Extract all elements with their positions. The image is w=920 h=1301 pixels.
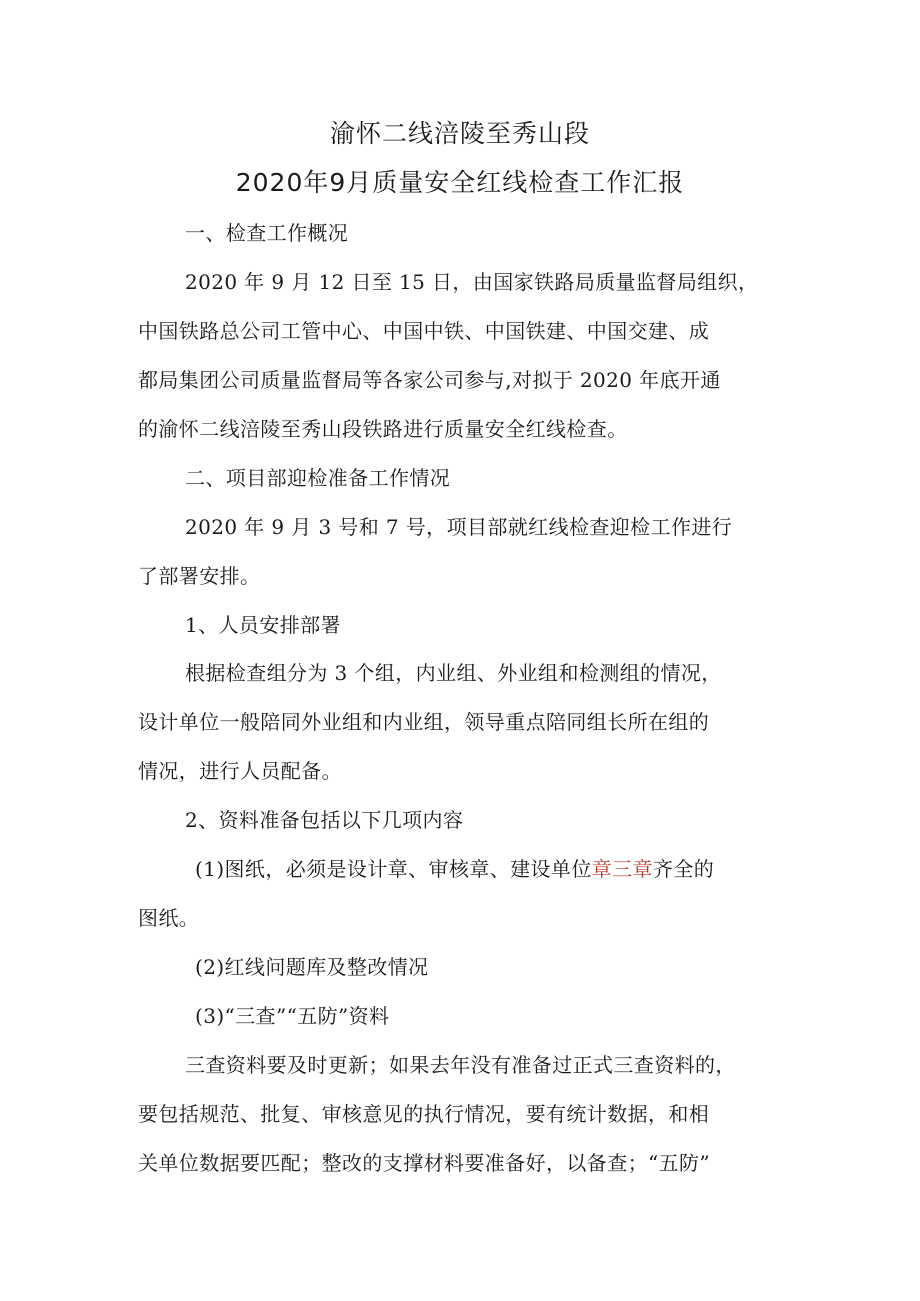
list-item-1-prefix: (1)图纸，必须是设计章、审核章、建设单位 <box>195 857 592 881</box>
section-heading-2: 二、项目部迎检准备工作情况 <box>185 466 451 490</box>
document-title-line-2: 2020年9月质量安全红线检查工作汇报 <box>235 168 685 197</box>
highlighted-text: 章三章 <box>591 857 653 881</box>
paragraph-line: 根据检查组分为 3 个组，内业组、外业组和检测组的情况， <box>185 661 722 685</box>
list-item-1-continuation: 图纸。 <box>138 906 200 930</box>
paragraph-line: 中国铁路总公司工管中心、中国中铁、中国铁建、中国交建、成 <box>138 319 710 343</box>
paragraph-line: 要包括规范、批复、审核意见的执行情况，要有统计数据，和相 <box>138 1102 710 1126</box>
paragraph-line: 三查资料要及时更新；如果去年没有准备过正式三查资料的， <box>185 1053 736 1077</box>
list-item-1 <box>195 853 714 882</box>
paragraph-line: 都局集团公司质量监督局等各家公司参与,对拟于 2020 年底开通 <box>138 368 721 392</box>
list-item-1-suffix: 齐全的 <box>652 857 715 881</box>
subsection-heading-1: 1、人员安排部署 <box>185 613 341 637</box>
paragraph-line: 的渝怀二线涪陵至秀山段铁路进行质量安全红线检查。 <box>138 417 628 441</box>
paragraph-line: 了部署安排。 <box>138 564 261 588</box>
section-heading-1: 一、检查工作概况 <box>185 221 349 245</box>
paragraph-line: 情况，进行人员配备。 <box>138 759 342 783</box>
paragraph-line: 设计单位一般陪同外业组和内业组，领导重点陪同组长所在组的 <box>138 710 710 734</box>
paragraph-line: 关单位数据要匹配；整改的支撑材料要准备好，以备查；“五防” <box>138 1151 711 1175</box>
document-title-line-1: 渝怀二线涪陵至秀山段 <box>329 119 590 148</box>
paragraph-line: 2020 年 9 月 12 日至 15 日，由国家铁路局质量监督局组织， <box>185 270 759 294</box>
paragraph-line: 2020 年 9 月 3 号和 7 号，项目部就红线检查迎检工作进行 <box>185 515 733 539</box>
subsection-heading-2: 2、资料准备包括以下几项内容 <box>185 808 464 832</box>
list-item-2: (2)红线问题库及整改情况 <box>195 955 429 979</box>
list-item-3: (3)“三查”“五防”资料 <box>195 1004 390 1028</box>
